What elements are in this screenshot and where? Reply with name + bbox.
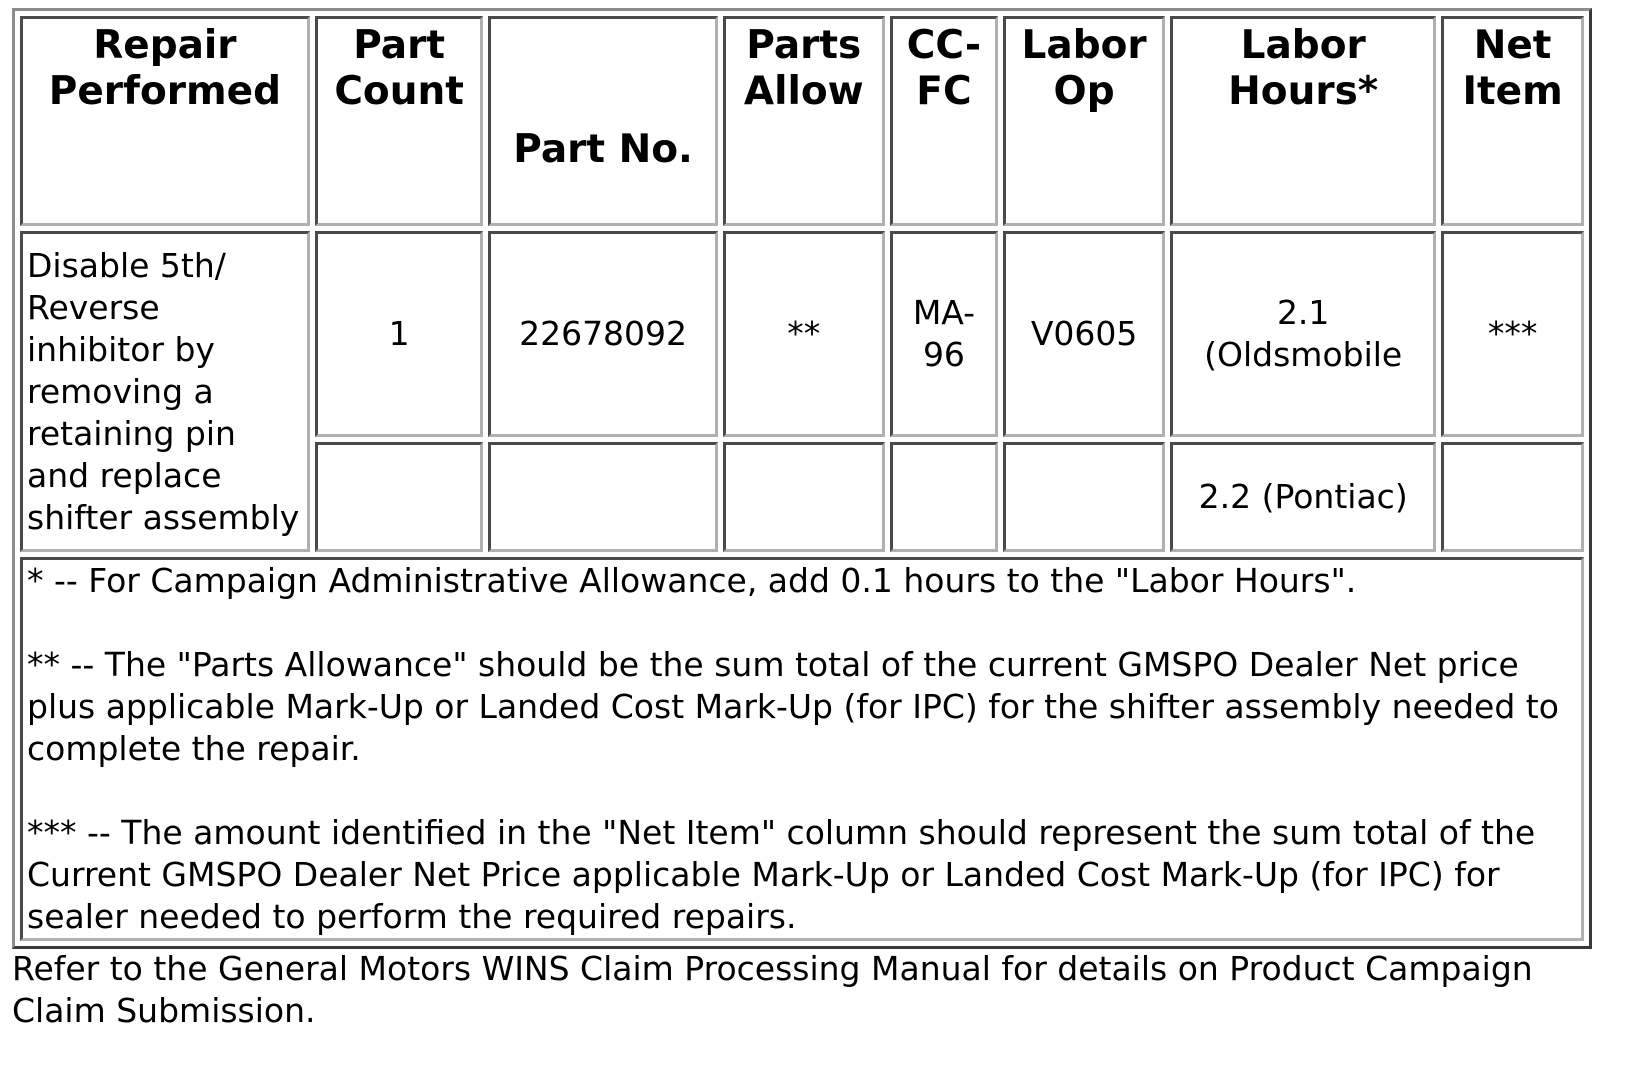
- notes-row: [20, 557, 1584, 941]
- header-labor-op: Labor Op: [1003, 16, 1165, 226]
- header-row: [20, 16, 1584, 226]
- cc-fc-cell: [890, 442, 998, 552]
- cc-fc-cell: MA-96: [890, 231, 998, 437]
- note-parts-allowance: ** -- The "Parts Allowance" should be the sum total of the current GMSPO Dealer Net price plus applicable Mark-Up or Landed Cost Mark-Up (for IPC) for the shifter assembly needed to complete the repair.: [27, 645, 1559, 768]
- part-count-cell: [315, 442, 484, 552]
- labor-op-cell: V0605: [1003, 231, 1165, 437]
- note-labor-hours: * -- For Campaign Administrative Allowance, add 0.1 hours to the "Labor Hours".: [27, 561, 1357, 600]
- header-net-item: Net Item: [1441, 16, 1584, 226]
- table-row: [20, 231, 1584, 437]
- repair-performed-cell: Disable 5th/ Reverse inhibitor by removing a retaining pin and replace shifter assembly: [20, 231, 310, 552]
- parts-allow-cell: [723, 442, 885, 552]
- header-labor-hours: Labor Hours*: [1170, 16, 1436, 226]
- header-part-count: Part Count: [315, 16, 484, 226]
- notes-cell: [20, 557, 1584, 941]
- claim-manual-reference: Refer to the General Motors WINS Claim Processing Manual for details on Product Campaign Claim Submission.: [12, 949, 1533, 1030]
- labor-parts-table: [12, 8, 1592, 949]
- net-item-cell: [1441, 442, 1584, 552]
- claim-page: [12, 8, 1636, 1030]
- labor-hours-cell: 2.1 (Oldsmobile: [1170, 231, 1436, 437]
- header-cc-fc: CC-FC: [890, 16, 998, 226]
- labor-op-cell: [1003, 442, 1165, 552]
- labor-hours-cell: 2.2 (Pontiac): [1170, 442, 1436, 552]
- part-no-cell: 22678092: [488, 231, 717, 437]
- header-parts-allow: Parts Allow: [723, 16, 885, 226]
- parts-allow-cell: **: [723, 231, 885, 437]
- part-no-cell: [488, 442, 717, 552]
- part-count-cell: 1: [315, 231, 484, 437]
- note-net-item: *** -- The amount identified in the "Net Item" column should represent the sum total of the Current GMSPO Dealer Net Price applicable Mark-Up or Landed Cost Mark-Up (for IPC) for sealer needed to perform the required repairs.: [27, 813, 1536, 936]
- net-item-cell: ***: [1441, 231, 1584, 437]
- header-repair-performed: Repair Performed: [20, 16, 310, 226]
- header-part-no: Part No.: [488, 16, 717, 226]
